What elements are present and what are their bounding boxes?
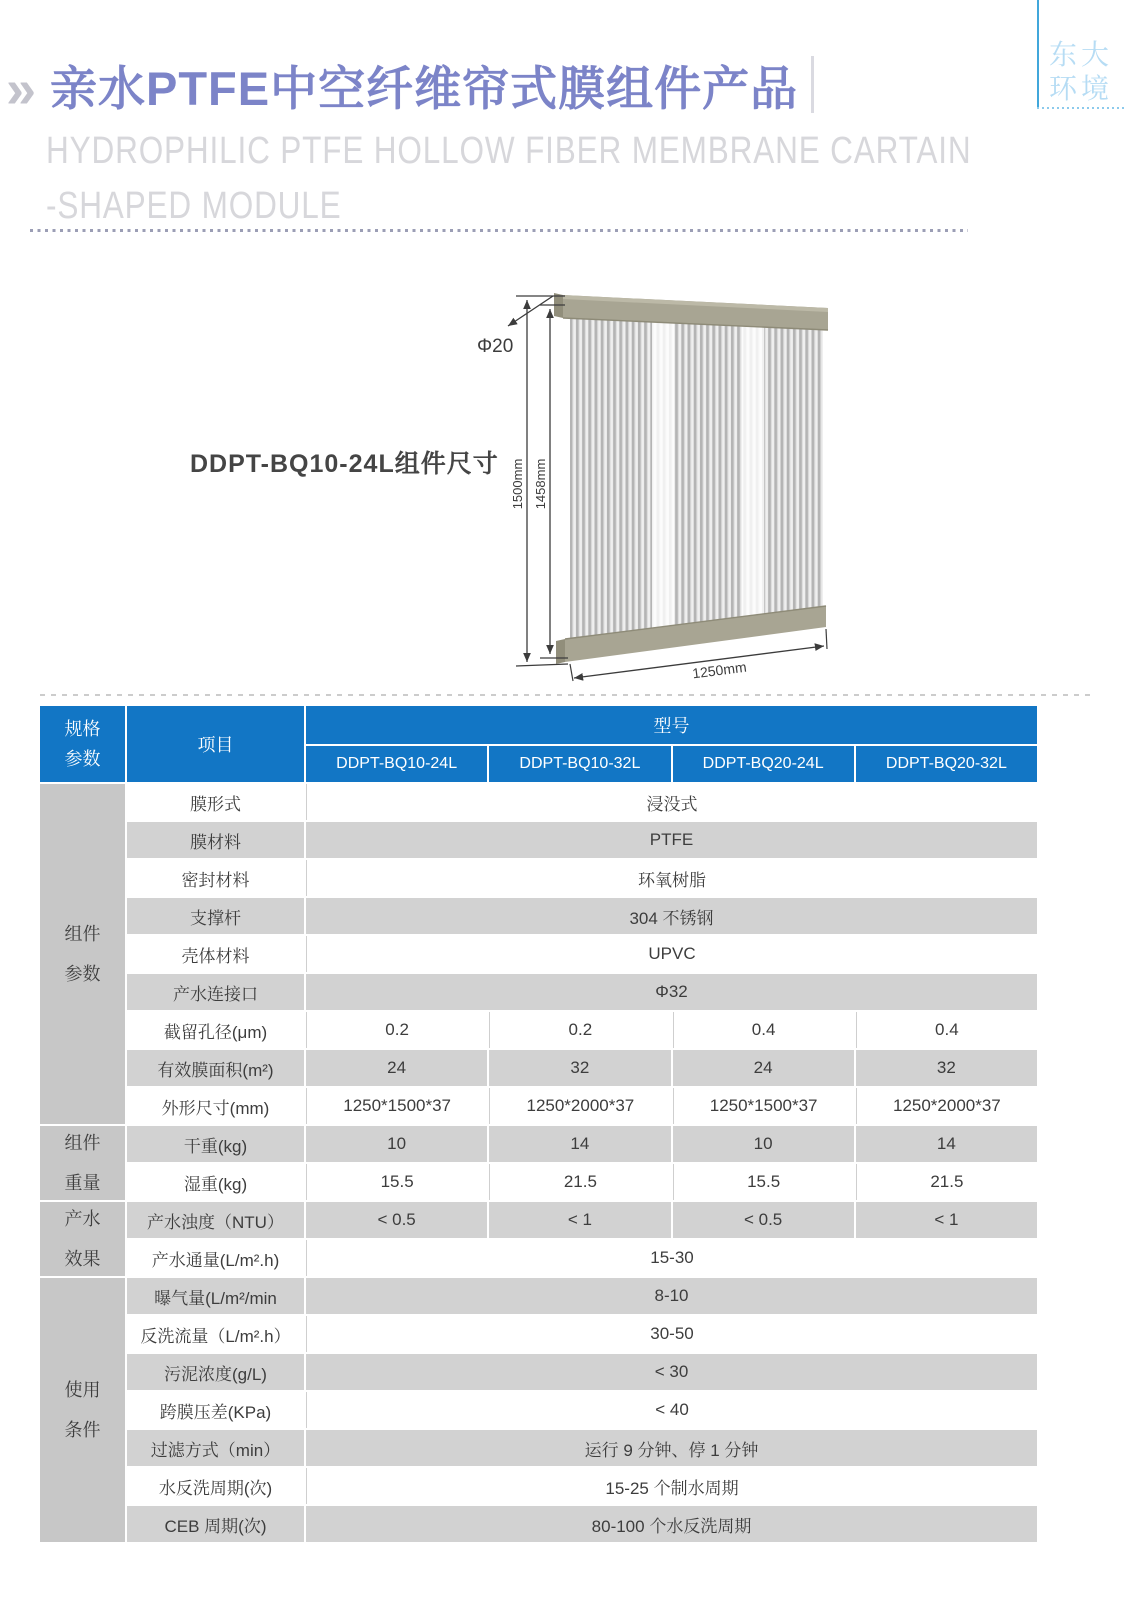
- model-name-row: [306, 746, 1037, 782]
- spec-table-body: [127, 706, 1037, 1542]
- spec-value: 1250*1500*37: [306, 1088, 487, 1124]
- spec-item: 密封材料: [127, 860, 304, 896]
- spec-value: 0.4: [856, 1012, 1037, 1048]
- spec-item: 跨膜压差(KPa): [127, 1392, 304, 1428]
- spec-row: [127, 936, 1037, 972]
- spec-value: < 0.5: [306, 1202, 487, 1238]
- spec-item: 有效膜面积(m²): [127, 1050, 304, 1086]
- spec-value: 15-30: [306, 1240, 1037, 1276]
- spec-value: < 1: [856, 1202, 1037, 1238]
- group-water-effect: [40, 1202, 125, 1276]
- page-title: 亲水PTFE中空纤维帘式膜组件产品: [50, 62, 799, 115]
- fiber-gap-band: [742, 324, 764, 620]
- spec-item: 水反洗周期(次): [127, 1468, 304, 1504]
- spec-value: 1250*2000*37: [856, 1088, 1037, 1124]
- spec-value: 21.5: [856, 1164, 1037, 1200]
- spec-item: 截留孔径(μm): [127, 1012, 304, 1048]
- spec-value: 32: [489, 1050, 670, 1086]
- model-header-cell: DDPT-BQ20-32L: [856, 746, 1037, 782]
- group-label: 参数: [64, 964, 101, 984]
- spec-value: 10: [306, 1126, 487, 1162]
- group-label: 重量: [64, 1173, 101, 1193]
- spec-row: [127, 822, 1037, 858]
- spec-row: [127, 1468, 1037, 1504]
- spec-item: 壳体材料: [127, 936, 304, 972]
- spec-row: [127, 1506, 1037, 1542]
- spec-group-column: [40, 706, 125, 1542]
- double-chevron-icon: »: [6, 59, 37, 119]
- spec-item: 干重(kg): [127, 1126, 304, 1162]
- subtitle-line-2: -SHAPED MODULE: [46, 185, 342, 227]
- spec-value: 0.4: [673, 1012, 854, 1048]
- spec-value: 0.2: [306, 1012, 487, 1048]
- spec-item: 膜形式: [127, 784, 304, 820]
- group-usage-conditions: [40, 1278, 125, 1542]
- spec-value: < 0.5: [673, 1202, 854, 1238]
- spec-item: 产水连接口: [127, 974, 304, 1010]
- spec-item: 膜材料: [127, 822, 304, 858]
- spec-value: PTFE: [306, 822, 1037, 858]
- spec-row: [127, 1316, 1037, 1352]
- group-label: 条件: [64, 1420, 101, 1440]
- spec-value: 30-50: [306, 1316, 1037, 1352]
- module-dimension-label: DDPT-BQ10-24L组件尺寸: [190, 450, 499, 478]
- title-end-bar: [811, 56, 814, 113]
- table-header: [127, 706, 1037, 782]
- spec-value: 0.2: [489, 1012, 670, 1048]
- logo-line-1: 东大: [1049, 39, 1114, 70]
- group-label: 效果: [64, 1249, 101, 1269]
- dim-tick: [570, 664, 573, 681]
- spec-row: [127, 1164, 1037, 1200]
- logo-line-2: 环境: [1049, 73, 1114, 104]
- spec-value: 浸没式: [306, 784, 1037, 820]
- spec-item: 曝气量(L/m²/min: [127, 1278, 304, 1314]
- spec-item: 污泥浓度(g/L): [127, 1354, 304, 1390]
- spec-row: [127, 1050, 1037, 1086]
- subtitle-line-1: HYDROPHILIC PTFE HOLLOW FIBER MEMBRANE CARTAIN: [46, 130, 972, 172]
- logo-vertical-line: [1037, 0, 1039, 109]
- dim-width: 1250mm: [691, 658, 748, 682]
- corner-line-1: 规格: [64, 719, 101, 739]
- spec-value: 15.5: [673, 1164, 854, 1200]
- spec-value: 14: [856, 1126, 1037, 1162]
- dim-diameter: Φ20: [477, 336, 514, 357]
- membrane-fibers: [570, 318, 823, 642]
- spec-value: 15.5: [306, 1164, 487, 1200]
- group-label: 使用: [64, 1380, 101, 1400]
- spec-value: 14: [489, 1126, 670, 1162]
- spec-row: [127, 974, 1037, 1010]
- group-module-weight: [40, 1126, 125, 1200]
- spec-row: [127, 898, 1037, 934]
- spec-value: 8-10: [306, 1278, 1037, 1314]
- spec-item: 湿重(kg): [127, 1164, 304, 1200]
- spec-value: 24: [673, 1050, 854, 1086]
- model-header-cell: DDPT-BQ20-24L: [673, 746, 854, 782]
- logo-dotted-line: [1037, 107, 1126, 109]
- model-group-header: 型号: [306, 706, 1037, 744]
- spec-value: 304 不锈钢: [306, 898, 1037, 934]
- spec-value: 21.5: [489, 1164, 670, 1200]
- spec-value: 32: [856, 1050, 1037, 1086]
- spec-item: CEB 周期(次): [127, 1506, 304, 1542]
- spec-row: [127, 860, 1037, 896]
- spec-row: [127, 1354, 1037, 1390]
- dim-height-inner: 1458mm: [533, 458, 548, 510]
- spec-table: [40, 706, 1037, 1542]
- spec-value: 10: [673, 1126, 854, 1162]
- spec-row: [127, 1088, 1037, 1124]
- spec-row: [127, 1430, 1037, 1466]
- spec-value: 1250*1500*37: [673, 1088, 854, 1124]
- spec-row: [127, 1012, 1037, 1048]
- membrane-module-illustration: [420, 272, 920, 690]
- corner-header: [40, 706, 125, 782]
- spec-row: [127, 1126, 1037, 1162]
- group-label: 组件: [64, 924, 101, 944]
- spec-value: 1250*2000*37: [489, 1088, 670, 1124]
- group-label: 组件: [64, 1133, 101, 1153]
- diameter-leader-line: [508, 296, 553, 326]
- model-header-cell: DDPT-BQ10-24L: [306, 746, 487, 782]
- spec-item: 产水通量(L/m².h): [127, 1240, 304, 1276]
- spec-value: < 30: [306, 1354, 1037, 1390]
- spec-value: 80-100 个水反洗周期: [306, 1506, 1037, 1542]
- group-label: 产水: [64, 1209, 101, 1229]
- spec-row: [127, 784, 1037, 820]
- bottom-bar-cap: [556, 639, 565, 664]
- dotted-separator: [30, 229, 968, 232]
- spec-value: 15-25 个制水周期: [306, 1468, 1037, 1504]
- spec-row: [127, 1278, 1037, 1314]
- spec-item: 外形尺寸(mm): [127, 1088, 304, 1124]
- spec-item: 支撑杆: [127, 898, 304, 934]
- model-headers: [306, 706, 1037, 782]
- spec-value: < 40: [306, 1392, 1037, 1428]
- company-logo: [1049, 38, 1113, 106]
- model-header-cell: DDPT-BQ10-32L: [489, 746, 670, 782]
- spec-item: 产水浊度（NTU）: [127, 1202, 304, 1238]
- dim-tick: [826, 629, 827, 649]
- spec-item: 反洗流量（L/m².h）: [127, 1316, 304, 1352]
- page-subtitle: [46, 124, 972, 234]
- spec-row: [127, 1202, 1037, 1238]
- dim-height-outer: 1500mm: [510, 458, 525, 510]
- spec-value: 24: [306, 1050, 487, 1086]
- spec-row: [127, 1392, 1037, 1428]
- table-top-dashed-line: [40, 694, 1090, 696]
- corner-line-2: 参数: [64, 749, 101, 769]
- spec-value: Φ32: [306, 974, 1037, 1010]
- spec-item: 过滤方式（min）: [127, 1430, 304, 1466]
- fiber-gap-band: [652, 321, 674, 635]
- spec-value: < 1: [489, 1202, 670, 1238]
- group-module-params: [40, 784, 125, 1124]
- spec-value: UPVC: [306, 936, 1037, 972]
- spec-value: 环氧树脂: [306, 860, 1037, 896]
- item-header: 项目: [127, 706, 304, 782]
- spec-value: 运行 9 分钟、停 1 分钟: [306, 1430, 1037, 1466]
- dim-tick: [516, 664, 568, 666]
- spec-row: [127, 1240, 1037, 1276]
